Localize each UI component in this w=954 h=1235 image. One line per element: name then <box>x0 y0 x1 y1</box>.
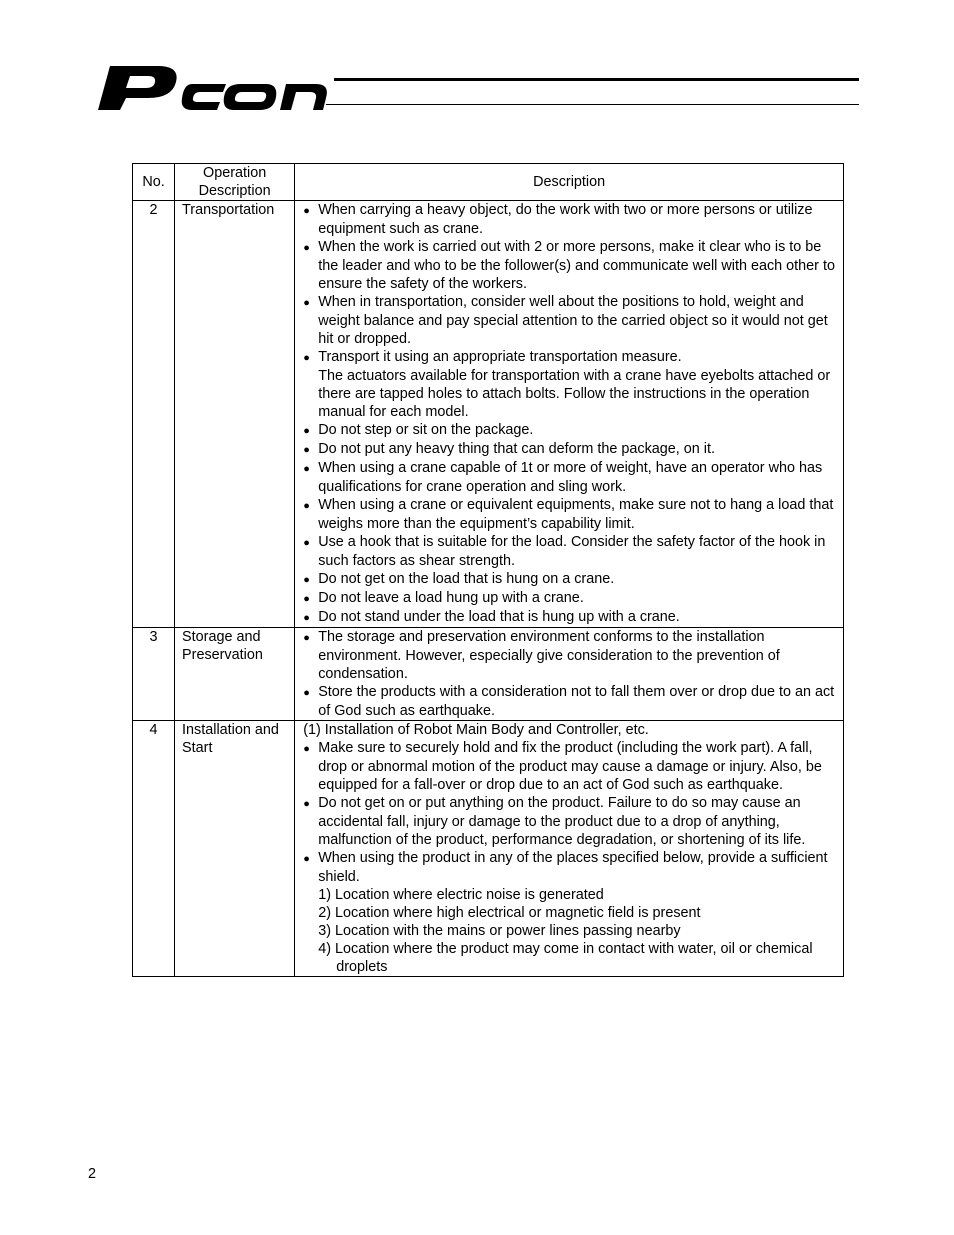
row-description <box>295 201 844 628</box>
row-description <box>295 628 844 721</box>
table-body <box>133 201 844 977</box>
bullet-item: ● The storage and preservation environment conforms to the installation environment. However, especially give consideration to the prevention of condensation. <box>303 628 839 683</box>
header-rule-thick <box>334 78 859 81</box>
bullet-item: ● Do not get on or put anything on the product. Failure to do so may cause an accidental fall, injury or damage to the product due to a drop of anything, malfunction of the product, performance degradation, or shortening of its life. <box>303 794 839 849</box>
table-row <box>133 628 844 721</box>
description-line: (1) Installation of Robot Main Body and Controller, etc. <box>303 722 649 738</box>
bullet-item: ● When in transportation, consider well about the positions to hold, weight and weight balance and pay special attention to the carried object so it would not get hit or dropped. <box>303 293 839 348</box>
page-number: 2 <box>88 1166 97 1182</box>
description-line: The actuators available for transportation with a crane have eyebolts attached or there are tapped holes to attach bolts. Follow the instructions in the operation manual for each model. <box>318 368 831 420</box>
row-number: 2 <box>133 201 175 628</box>
header-rule-thin <box>326 104 859 105</box>
table-row <box>133 721 844 977</box>
pcon-logo <box>96 62 336 114</box>
bullet-item: ● When using a crane or equivalent equipments, make sure not to hang a load that weighs more than the equipment’s capability limit. <box>303 496 839 533</box>
row-description <box>295 721 844 977</box>
row-operation: Installation and Start <box>175 721 295 977</box>
bullet-item: ● Do not put any heavy thing that can deform the package, on it. <box>303 440 839 459</box>
header-no: No. <box>133 164 175 201</box>
header-description: Description <box>295 164 844 201</box>
table-row <box>133 201 844 628</box>
table-header-row <box>133 164 844 201</box>
description-line: 1) Location where electric noise is generated <box>318 887 604 903</box>
bullet-item: ● Do not get on the load that is hung on a crane. <box>303 570 839 589</box>
bullet-item: ● When using a crane capable of 1t or more of weight, have an operator who has qualifications for crane operation and sling work. <box>303 459 839 496</box>
bullet-item: ● When the work is carried out with 2 or more persons, make it clear who is to be the leader and who to be the follower(s) and communicate well with each other to ensure the safety of the workers. <box>303 238 839 293</box>
bullet-item: ● Store the products with a consideration not to fall them over or drop due to an act of God such as earthquake. <box>303 683 839 720</box>
description-line: 3) Location with the mains or power lines passing nearby <box>318 923 681 939</box>
description-line: 4) Location where the product may come in contact with water, oil or chemical droplets <box>318 941 813 975</box>
bullet-item: ● When using the product in any of the places specified below, provide a sufficient shield. <box>303 849 839 886</box>
bullet-item: ● Do not stand under the load that is hung up with a crane. <box>303 608 839 627</box>
header-operation: Operation Description <box>175 164 295 201</box>
safety-table <box>132 163 844 977</box>
description-line: 2) Location where high electrical or magnetic field is present <box>318 905 701 921</box>
bullet-item: ● Use a hook that is suitable for the load. Consider the safety factor of the hook in such factors as shear strength. <box>303 533 839 570</box>
bullet-item: ● When carrying a heavy object, do the work with two or more persons or utilize equipment such as crane. <box>303 201 839 238</box>
bullet-item: ● Make sure to securely hold and fix the product (including the work part). A fall, drop or abnormal motion of the product may cause a damage or injury. Also, be equipped for a fall-over or drop due to an act of God such as earthquake. <box>303 739 839 794</box>
row-operation: Storage and Preservation <box>175 628 295 721</box>
row-number: 4 <box>133 721 175 977</box>
bullet-item: ● Do not leave a load hung up with a crane. <box>303 589 839 608</box>
row-number: 3 <box>133 628 175 721</box>
bullet-item: ● Do not step or sit on the package. <box>303 421 839 440</box>
row-operation: Transportation <box>175 201 295 628</box>
bullet-item: ● Transport it using an appropriate transportation measure. <box>303 348 839 367</box>
